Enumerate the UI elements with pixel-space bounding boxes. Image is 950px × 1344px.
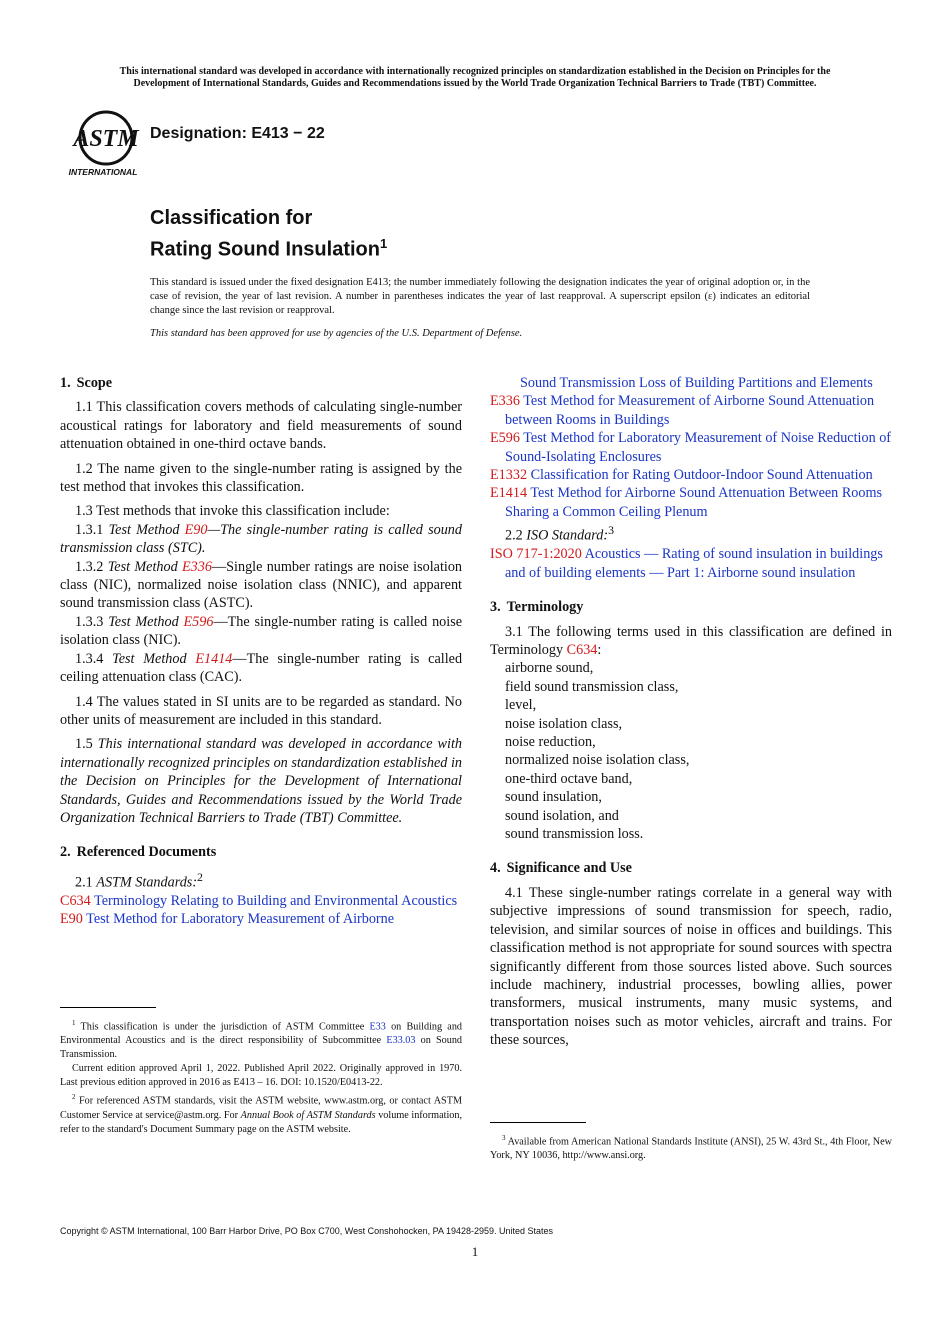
copyright: Copyright © ASTM International, 100 Barr Harbor Drive, PO Box C700, West Conshohocken, PA 19428-2959. United States [60, 1226, 554, 1236]
footnote-2: $^2$ For referenced ASTM standards, visit the ASTM website, www.astm.org, or contact ASTM Customer Service at service@astm.org. For Annual Book of ASTM Standards volume information, refer to the standard's Document Summary page on the ASTM website. [60, 1093, 463, 1135]
para-1-4: 1.4 The values stated in SI units are to be regarded as standard. No other units of measurement are included in this standard. [60, 693, 462, 728]
section-2-heading: 2. Referenced Documents [60, 844, 217, 861]
para-1-3-3: 1.3.3 Test Method E596—The single-number rating is called noise isolation class (NIC). [60, 613, 463, 649]
document-title [150, 205, 387, 263]
footnote-1: $^1$ This classification is under the jurisdiction of ASTM Committee E33 on Building and Environmental Acoustics and is the direct responsibility of Subcommittee E33.03 on Sound Transmission. [60, 1019, 463, 1061]
para-1-5: 1.5 This international standard was developed in accordance with internationally recognized principles on standardization established in the Decision on Principles for the Development of International Standards, Guides and Recommendations issued by the World Trade Organization Technical Barriers to Trade (TBT) Committee. [60, 736, 462, 826]
term-item: airborne sound, [505, 660, 594, 677]
link-e33-03[interactable]: E33.03 [386, 1035, 416, 1047]
link-e596[interactable]: E596 [183, 613, 214, 630]
term-item: sound isolation, and [505, 807, 619, 824]
para-1-3-2: 1.3.2 Test Method E336—Single number ratings are noise isolation class (NIC), normalized noise isolation class (NNIC), and apparent sound transmission class (ASTC). [60, 558, 463, 612]
ref-e336[interactable]: E336 Test Method for Measurement of Airborne Sound Attenuation between Rooms in Buildings [490, 393, 875, 428]
footnotes-left [60, 1016, 462, 1137]
logo-text: ASTM [73, 126, 139, 152]
para-3-1: 3.1 The following terms used in this classification are defined in Terminology C634: [490, 623, 892, 659]
ref-e596[interactable]: E596 Test Method for Laboratory Measurement of Noise Reduction of Sound-Isolating Enclosures [490, 430, 892, 465]
standard-note: This standard is issued under the fixed designation E413; the number immediately following the designation indicates the year of original adoption or, in the case of revision, the year of last revision. A number in parentheses indicates the year of last reapproval. A superscript epsilon (ε) indicates an editorial change since the last revision or reapproval. [150, 277, 810, 316]
term-item: field sound transmission class, [505, 678, 679, 695]
ref-iso-717[interactable]: ISO 717-1:2020 Acoustics — Rating of sound insulation in buildings and of building elements — Part 1: Airborne sound insulation [490, 546, 883, 581]
link-e33[interactable]: E33 [369, 1021, 386, 1033]
para-4-1: 4.1 These single-number ratings correlate in a general way with subjective impressions of sound transmission for speech, radio, television, and similar sources of noise in offices and buildings. This classification method is not appropriate for sound sources with spectra significantly different from those sources listed above. Such sources include machinery, industrial processes, bowling allies, power transformers, musical instruments, many music systems, and transportation noises such as motor vehicles, aircraft and trains. For these sources, [490, 884, 892, 1049]
notice-line-1: This international standard was developed in accordance with internationally recognized principles on standardization established in the Decision on Principles for the [119, 66, 831, 77]
ref-e1414[interactable]: E1414 Test Method for Airborne Sound Attenuation Between Rooms Sharing a Common Ceiling Plenum [490, 485, 883, 520]
para-1-3-1: 1.3.1 Test Method E90—The single-number rating is called sound transmission class (STC). [60, 521, 462, 557]
section-4-heading: 4. Significance and Use [490, 860, 632, 877]
section-1-heading: 1. Scope [60, 375, 113, 391]
term-item: sound insulation, [505, 789, 602, 806]
para-1-3-4: 1.3.4 Test Method E1414—The single-number rating is called ceiling attenuation class (CAC). [60, 650, 463, 686]
title-footnote-mark: 1 [379, 236, 388, 251]
para-1-3: 1.3 Test methods that invoke this classification include: [75, 503, 390, 520]
logo-subtext: INTERNATIONAL [68, 167, 138, 177]
footnote-rule-left [60, 1007, 156, 1008]
term-item: level, [505, 697, 537, 714]
term-item: normalized noise isolation class, [505, 752, 690, 769]
trade-notice [40, 66, 910, 90]
link-c634[interactable]: C634 [566, 642, 598, 659]
para-2-2: 2.2 ISO Standard:$^3$ [505, 523, 615, 544]
page-number: 1 [471, 1244, 479, 1259]
footnote-3: $^3$ Available from American National Standards Institute (ANSI), 25 W. 43rd St., 4th Floor, New York, NY 10036, http://www.ansi.org. [490, 1134, 892, 1162]
ref-c634[interactable]: C634 Terminology Relating to Building and Environmental Acoustics [60, 892, 458, 909]
left-column [60, 374, 462, 929]
para-1-1: 1.1 This classification covers methods of calculating single-number acoustical ratings for laboratory and field measurements of sound attenuation obtained in one-third octave bands. [60, 399, 462, 453]
notice-line-2: Development of International Standards, Guides and Recommendations issued by the World Trade Organization Technical Barriers to Trade (TBT) Committee. [133, 78, 817, 89]
footnote-rule-right [490, 1122, 586, 1123]
term-item: one-third octave band, [505, 770, 633, 787]
para-2-1: 2.1 ASTM Standards:$^2$ [75, 869, 203, 891]
link-e1414[interactable]: E1414 [195, 650, 233, 667]
link-e336[interactable]: E336 [182, 558, 212, 575]
designation: Designation: E413 − 22 [150, 125, 325, 142]
term-item: noise isolation class, [505, 715, 623, 732]
footnote-1-edition: Current edition approved April 1, 2022. Published April 2022. Originally approved in 1970. Last previous edition approved in 2016 as E413 – 16. DOI: 10.1520/E0413-22. [60, 1063, 462, 1089]
term-item: noise reduction, [505, 734, 596, 751]
right-column [490, 374, 892, 1050]
term-item: sound transmission loss. [505, 826, 644, 843]
ref-e90-continued[interactable]: Sound Transmission Loss of Building Partitions and Elements [520, 375, 873, 391]
section-3-heading: 3. Terminology [490, 599, 584, 616]
ref-e1332[interactable]: E1332 Classification for Rating Outdoor-Indoor Sound Attenuation [490, 467, 873, 484]
para-1-2: 1.2 The name given to the single-number rating is assigned by the test method that invokes this classification. [60, 460, 462, 496]
link-e90[interactable]: E90 [184, 521, 208, 538]
title-line-1: Classification for [150, 207, 313, 229]
astm-logo [62, 108, 144, 178]
footnotes-right [490, 1131, 892, 1163]
ref-e90[interactable]: E90 Test Method for Laboratory Measurement of Airborne [60, 911, 395, 928]
dod-approval: This standard has been approved for use by agencies of the U.S. Department of Defense. [150, 328, 523, 339]
title-line-2: Rating Sound Insulation [150, 238, 380, 261]
